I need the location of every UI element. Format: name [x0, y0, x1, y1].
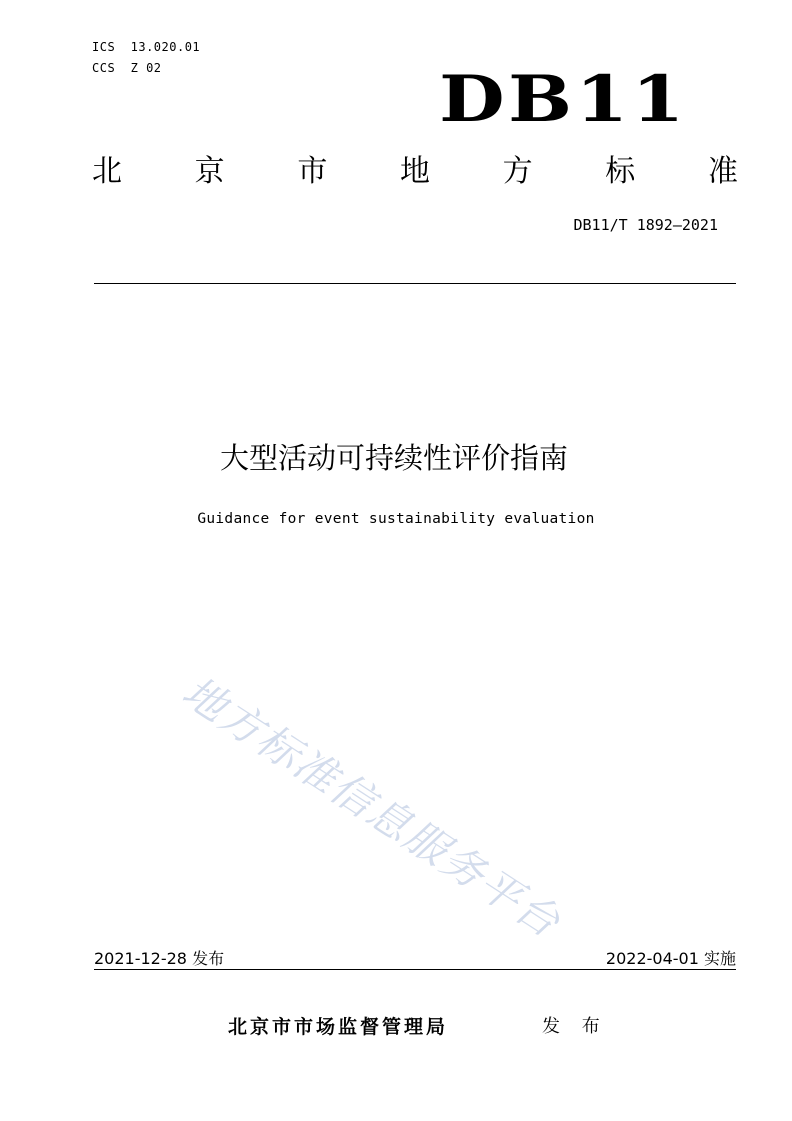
watermark-text: 地方标准信息服务平台 — [173, 666, 570, 948]
standard-type-char: 市 — [297, 154, 328, 189]
standard-type-char: 方 — [502, 154, 533, 189]
standard-type-char: 京 — [194, 154, 225, 189]
issuing-authority: 北京市市场监督管理局 — [228, 1016, 449, 1038]
standard-type-char: 准 — [707, 154, 738, 189]
header-divider — [94, 283, 736, 284]
standard-type-char: 北 — [92, 154, 122, 189]
date-divider — [94, 969, 736, 970]
db11-logo: DB11 — [439, 62, 688, 137]
issue-date: 2021-12-28 发布 — [94, 949, 225, 968]
implementation-date: 2022-04-01 实施 — [605, 949, 736, 968]
ccs-code: CCS Z 02 — [92, 61, 162, 75]
standard-type-char: 标 — [605, 154, 636, 189]
document-title-chinese: 大型活动可持续性评价指南 — [219, 441, 568, 475]
issue-verb: 发 布 — [542, 1016, 608, 1037]
standard-type-char: 地 — [399, 154, 430, 189]
standard-number: DB11/T 1892—2021 — [573, 216, 718, 234]
ics-code: ICS 13.020.01 — [92, 40, 201, 54]
standard-type-heading — [92, 154, 738, 190]
document-title-english: Guidance for event sustainability evaluation — [197, 511, 595, 527]
